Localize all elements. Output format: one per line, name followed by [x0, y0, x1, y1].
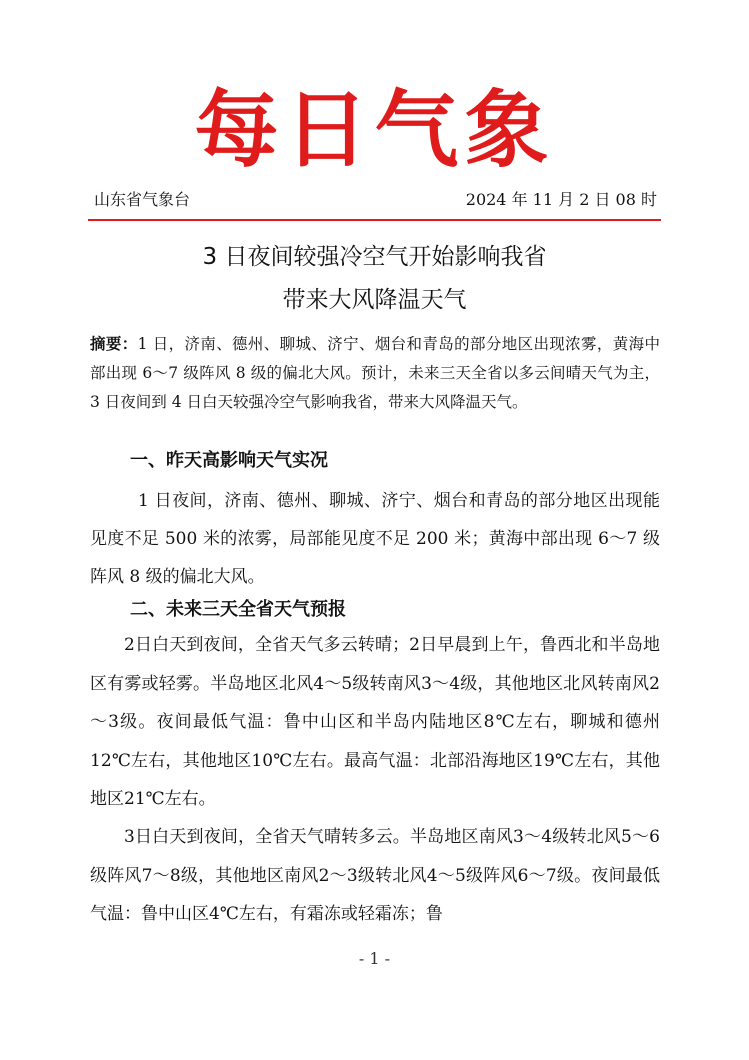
forecast-paragraph-day3: 3日白天到夜间，全省天气晴转多云。半岛地区南风3～4级转北风5～6级阵风7～8级，其他地区南风2～3级转北风4～5级阵风6～7级。夜间最低气温：鲁中山区4℃左右，有霜冻或轻霜冻；鲁	[90, 827, 660, 924]
masthead-title: 每日气象	[194, 80, 555, 179]
section-heading-observations: 一、昨天高影响天气实况	[130, 450, 328, 471]
abstract-paragraph	[90, 330, 660, 417]
observations-paragraph: 1 日夜间，济南、德州、聊城、济宁、烟台和青岛的部分地区出现能见度不足 500 米的浓雾，局部能见度不足 200 米；黄海中部出现 6～7 级阵风 8 级的偏北大风。	[90, 491, 660, 587]
headline-line-2: 带来大风降温天气	[282, 287, 467, 313]
issuer-name: 山东省气象台	[94, 190, 191, 209]
abstract-label: 摘要：	[90, 335, 138, 353]
abstract-text: 1 日，济南、德州、聊城、济宁、烟台和青岛的部分地区出现浓雾，黄海中部出现 6～7 级阵风 8 级的偏北大风。预计，未来三天全省以多云间晴天气为主，3 日夜间到 4 日白天较强冷空气影响我省，带来大风降温天气。	[90, 335, 660, 411]
page-number: - 1 -	[358, 949, 391, 968]
header-divider	[88, 219, 661, 221]
issue-datetime: 2024 年 11 月 2 日 08 时	[465, 190, 657, 209]
headline-line-1: 3 日夜间较强冷空气开始影响我省	[202, 244, 547, 270]
section-heading-forecast: 二、未来三天全省天气预报	[130, 599, 346, 620]
forecast-paragraph-day2: 2日白天到夜间，全省天气多云转晴；2日早晨到上午，鲁西北和半岛地区有雾或轻雾。半岛地区北风4～5级转南风3～4级，其他地区北风转南风2～3级。夜间最低气温：鲁中山区和半岛内陆地区8℃左右，聊城和德州12℃左右，其他地区10℃左右。最高气温：北部沿海地区19℃左右，其他地区21℃左右。	[90, 635, 660, 809]
